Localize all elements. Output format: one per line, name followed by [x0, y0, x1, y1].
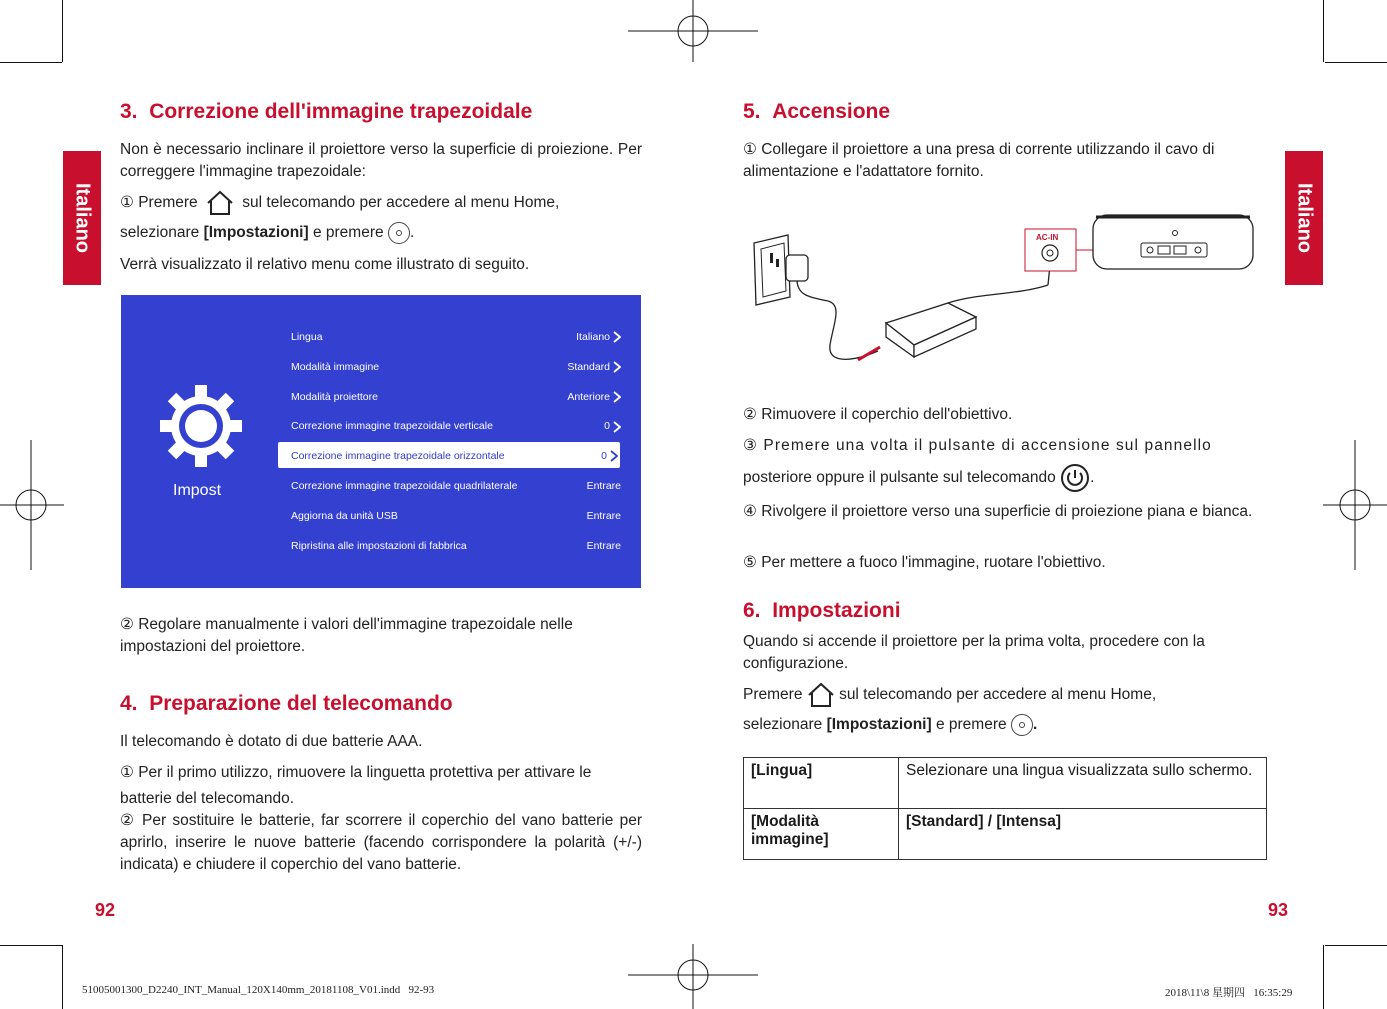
menu-row[interactable]: [291, 532, 621, 558]
side-tab-right: [1285, 151, 1323, 285]
menu-row[interactable]: [291, 502, 621, 528]
menu-row[interactable]: [291, 412, 621, 438]
section4-p3: ② Per sostituire le batterie, far scorrere il coperchio del vano batterie per aprirlo, inserire le nuove batterie (facendo corrispondere la polarità (+/-) indicata) e chiudere il coperchio del vano batterie.: [120, 812, 642, 873]
table-cell-key: [Lingua]: [744, 758, 899, 809]
section3-heading: 3. Correzione dell'immagine trapezoidale: [120, 100, 533, 123]
menu-row-value: Anteriore: [567, 391, 621, 403]
menu-row[interactable]: [278, 442, 620, 468]
menu-row-label: Modalità immagine: [291, 360, 380, 373]
section5-step5: ⑤ Per mettere a fuoco l'immagine, ruotare l'obiettivo.: [743, 554, 1106, 571]
section6-line2: selezionare [Impostazioni] e premere .: [743, 714, 1037, 736]
side-tab-left: [63, 151, 101, 285]
section5-step3: ③ Premere una volta il pulsante di accensione sul pannello: [743, 437, 1212, 454]
footer-file-slug: 51005001300_D2240_INT_Manual_120X140mm_20181108_V01.indd 92-93: [82, 984, 435, 996]
settings-table: [743, 757, 1267, 860]
section3-intro: Non è necessario inclinare il proiettore verso la superficie di proiezione. Per correggere l'immagine trapezoidale:: [120, 141, 642, 180]
side-tab-label: Italiano: [1293, 182, 1316, 254]
wall-socket: [754, 235, 790, 305]
page-number-left: 92: [95, 900, 116, 920]
menu-row-label: Correzione immagine trapezoidale verticale: [291, 420, 493, 433]
home-icon: [807, 682, 835, 708]
ac-in-label: AC-IN: [1036, 233, 1059, 242]
menu-row-label: Ripristina alle impostazioni di fabbrica: [291, 539, 467, 552]
section3-step2: ② Regolare manualmente i valori dell'immagine trapezoidale nelle impostazioni del proiettore.: [120, 616, 573, 655]
menu-row-label: Correzione immagine trapezoidale quadrilaterale: [291, 480, 518, 492]
section3-step1-line2: selezionare [Impostazioni] e premere .: [120, 222, 414, 244]
table-cell-value: [Standard] / [Intensa]: [899, 809, 1267, 860]
menu-row-value: Entrare: [586, 539, 621, 552]
chevron-right-icon: [610, 361, 621, 373]
settings-menu-screenshot: [121, 295, 641, 588]
section5-step1: ① Collegare il proiettore a una presa di corrente utilizzando il cavo di alimentazione e l'adattatore fornito.: [743, 141, 1215, 180]
table-cell-key: [Modalità immagine]: [744, 809, 899, 860]
menu-row[interactable]: [291, 472, 621, 498]
side-tab-label: Italiano: [71, 182, 94, 254]
menu-row-label: Lingua: [291, 331, 323, 343]
power-adapter: [886, 303, 976, 357]
projector-rear: [1093, 215, 1253, 269]
power-plug: [786, 255, 828, 301]
menu-row[interactable]: [291, 323, 621, 349]
section4-p2: ① Per il primo utilizzo, rimuovere la linguetta protettiva per attivare le batterie del telecomando.: [120, 764, 592, 807]
page-number-right: 93: [1268, 900, 1289, 920]
menu-row[interactable]: [291, 383, 621, 409]
menu-row-value: Italiano: [576, 331, 621, 343]
table-row: [744, 758, 1267, 809]
section4-heading: 4. Preparazione del telecomando: [120, 692, 453, 715]
ok-button-icon: [388, 222, 410, 244]
menu-row[interactable]: [291, 353, 621, 379]
menu-row-label: Aggiorna da unità USB: [291, 509, 398, 522]
section4-p1: Il telecomando è dotato di due batterie AAA.: [120, 733, 423, 750]
section6-heading: 6. Impostazioni: [743, 599, 901, 622]
menu-row-label: Correzione immagine trapezoidale orizzontale: [291, 450, 505, 463]
gear-icon: [158, 383, 244, 469]
menu-icon-label: Impost: [173, 482, 222, 499]
menu-row-value: 0: [604, 420, 621, 432]
section6-line1: Premere sul telecomando per accedere al menu Home,: [743, 682, 1156, 708]
section5-heading: 5. Accensione: [743, 100, 891, 123]
menu-row-value: Entrare: [586, 509, 621, 522]
ok-button-icon: [1011, 714, 1033, 736]
footer-date-slug: 2018\11\8 星期四 16:35:29: [1165, 987, 1293, 999]
menu-row-value: Standard: [567, 361, 621, 373]
menu-row-value: 0: [601, 450, 618, 462]
home-icon: [206, 190, 234, 216]
section6-intro: Quando si accende il proiettore per la prima volta, procedere con la configurazione.: [743, 633, 1205, 672]
power-connection-diagram: [748, 205, 1268, 375]
section5-step3-line2: posteriore oppure il pulsante sul telecomando .: [743, 463, 1094, 493]
section3-after: Verrà visualizzato il relativo menu come illustrato di seguito.: [120, 256, 530, 273]
chevron-right-icon: [610, 331, 621, 343]
menu-row-value: Entrare: [586, 480, 621, 492]
section5-step4: ④ Rivolgere il proiettore verso una superficie di proiezione piana e bianca.: [743, 503, 1253, 520]
section3-step1: ① Premere sul telecomando per accedere al menu Home,: [120, 190, 642, 216]
menu-row-label: Modalità proiettore: [291, 390, 378, 403]
chevron-right-icon: [610, 391, 621, 403]
table-row: [744, 809, 1267, 860]
chevron-right-icon: [607, 450, 618, 462]
chevron-right-icon: [610, 420, 621, 432]
section5-step2: ② Rimuovere il coperchio dell'obiettivo.: [743, 406, 1013, 423]
power-icon: [1060, 463, 1090, 493]
table-cell-value: Selezionare una lingua visualizzata sullo schermo.: [899, 758, 1267, 809]
